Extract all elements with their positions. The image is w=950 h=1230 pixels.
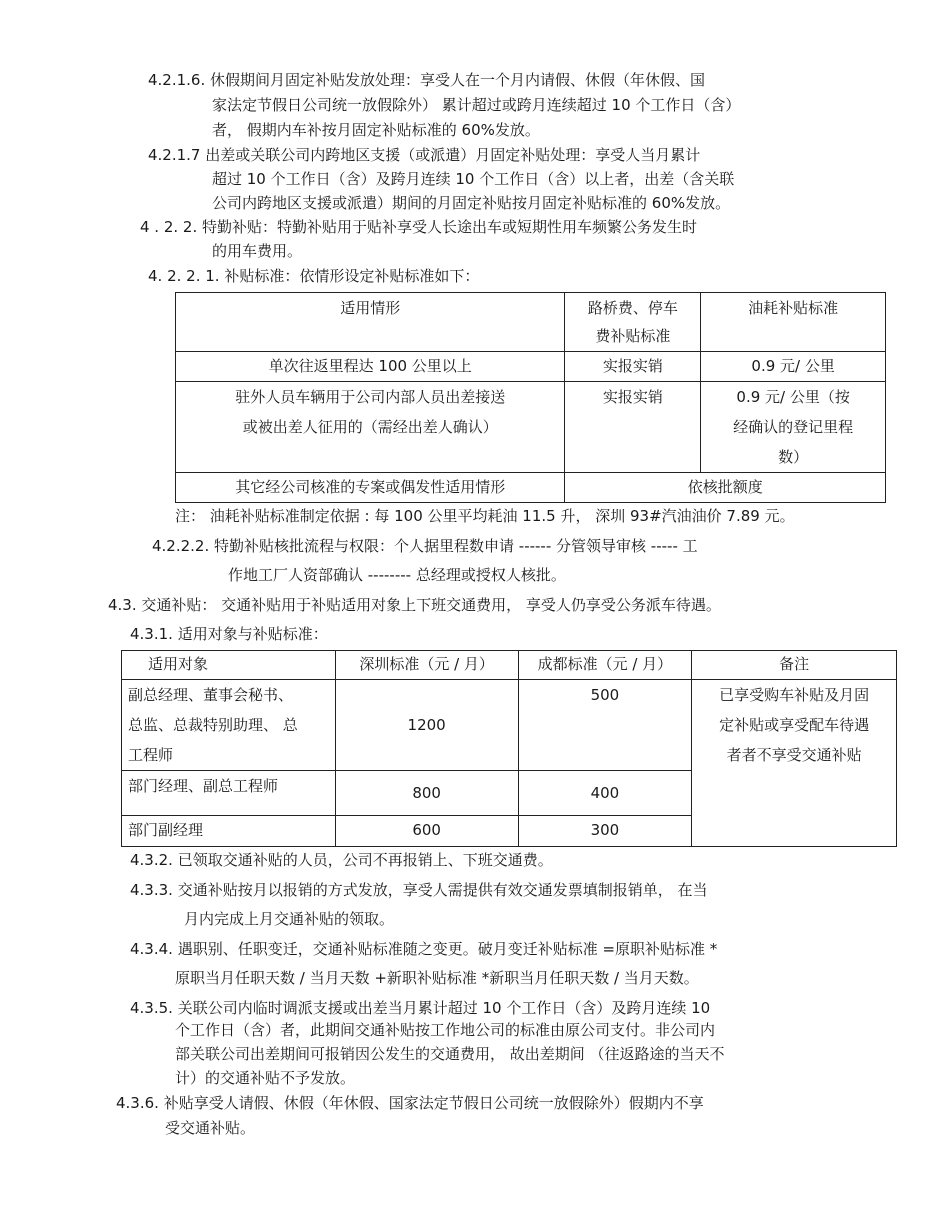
- para-4-2-1-6-line-1: 4.2.1.6. 休假期间月固定补贴发放处理：享受人在一个月内请假、休假（年休假、国: [148, 71, 706, 89]
- cell-fuel: 0.9 元/ 公里（按 经确认的登记里程 数）: [701, 382, 886, 473]
- header-chengdu: 成都标准（元 / 月）: [518, 651, 692, 680]
- table-row: [122, 680, 897, 771]
- para-4-2-2-2-line-1: 4.2.2.2. 特勤补贴核批流程与权限：个人据里程数申请 ------ 分管领导审核 ----- 工: [152, 537, 698, 555]
- subsidy-standard-table: [175, 292, 886, 503]
- para-4-3-4-line-1: 4.3.4. 遇职别、任职变迁，交通补贴标准随之变更。破月变迁补贴标准 =原职补贴标准 *: [130, 940, 718, 958]
- cell-toll-parking: 实报实销: [565, 352, 701, 382]
- cell-chengdu: 400: [518, 771, 692, 816]
- para-4-3-2: 4.3.2. 已领取交通补贴的人员，公司不再报销上、下班交通费。: [130, 851, 553, 869]
- cell-approved-amount: 依核批额度: [565, 473, 886, 503]
- header-shenzhen: 深圳标准（元 / 月）: [335, 651, 518, 680]
- para-4-2-1-6-line-2: 家法定节假日公司统一放假除外） 累计超过或跨月连续超过 10 个工作日（含）: [212, 96, 741, 114]
- table-header-row: [176, 293, 886, 352]
- table-row: [176, 473, 886, 503]
- cell-situation: 驻外人员车辆用于公司内部人员出差接送 或被出差人征用的（需经出差人确认）: [176, 382, 565, 473]
- cell-remark: 已享受购车补贴及月固 定补贴或享受配车待遇 者者不享受交通补贴: [692, 680, 897, 847]
- para-4-2-2-1-heading: 4. 2. 2. 1. 补贴标准：依情形设定补贴标准如下：: [148, 267, 480, 285]
- cell-fuel: 0.9 元/ 公里: [701, 352, 886, 382]
- para-4-3-3-line-1: 4.3.3. 交通补贴按月以报销的方式发放，享受人需提供有效交通发票填制报销单， 在当: [130, 881, 708, 899]
- table-row: [176, 352, 886, 382]
- cell-chengdu: 300: [518, 816, 692, 847]
- cell-shenzhen: 800: [335, 771, 518, 816]
- cell-chengdu: 500: [518, 680, 692, 771]
- cell-toll-parking: 实报实销: [565, 382, 701, 473]
- header-remark: 备注: [692, 651, 897, 680]
- para-4-3-5-line-1: 4.3.5. 关联公司内临时调派支援或出差当月累计超过 10 个工作日（含）及跨月连续 10: [130, 999, 711, 1017]
- para-4-2-2-2-line-2: 作地工厂人资部确认 -------- 总经理或授权人核批。: [228, 566, 566, 584]
- header-toll-parking: 路桥费、停车 费补贴标准: [565, 293, 701, 352]
- header-fuel: 油耗补贴标准: [701, 293, 886, 352]
- header-target: 适用对象: [122, 651, 336, 680]
- table-row: [176, 382, 886, 473]
- fuel-note: 注： 油耗补贴标准制定依据 : 每 100 公里平均耗油 11.5 升， 深圳 93#汽油油价 7.89 元。: [175, 507, 795, 525]
- para-4-2-2-line-1: 4 . 2. 2. 特勤补贴：特勤补贴用于贴补享受人长途出车或短期性用车频繁公务发生时: [140, 218, 698, 236]
- para-4-3-6-line-2: 受交通补贴。: [165, 1119, 256, 1137]
- para-4-3-4-line-2: 原职当月任职天数 / 当月天数 +新职补贴标准 *新职当月任职天数 / 当月天数。: [175, 969, 699, 987]
- cell-shenzhen: 1200: [335, 680, 518, 771]
- para-4-3: 4.3. 交通补贴： 交通补贴用于补贴适用对象上下班交通费用， 享受人仍享受公务派车待遇。: [108, 596, 721, 614]
- para-4-3-5-line-3: 部关联公司出差期间可报销因公发生的交通费用， 故出差期间 （往返路途的当天不: [175, 1045, 725, 1063]
- header-situation: 适用情形: [176, 293, 565, 352]
- para-4-2-1-7-line-2: 超过 10 个工作日（含）及跨月连续 10 个工作日（含）以上者，出差（含关联: [212, 170, 735, 188]
- para-4-3-6-line-1: 4.3.6. 补贴享受人请假、休假（年休假、国家法定节假日公司统一放假除外）假期内不享: [116, 1094, 704, 1112]
- para-4-3-3-line-2: 月内完成上月交通补贴的领取。: [184, 910, 395, 928]
- table-header-row: [122, 651, 897, 680]
- para-4-2-1-7-line-3: 公司内跨地区支援或派遣）期间的月固定补贴按月固定补贴标准的 60%发放。: [212, 194, 731, 212]
- cell-shenzhen: 600: [335, 816, 518, 847]
- traffic-subsidy-table: [121, 650, 897, 847]
- cell-target: 部门经理、副总工程师: [122, 771, 336, 816]
- para-4-3-5-line-4: 计）的交通补贴不予发放。: [175, 1069, 356, 1087]
- cell-target: 副总经理、董事会秘书、 总监、总裁特别助理、 总 工程师: [122, 680, 336, 771]
- para-4-2-1-6-line-3: 者， 假期内车补按月固定补贴标准的 60%发放。: [212, 121, 540, 139]
- cell-target: 部门副经理: [122, 816, 336, 847]
- cell-situation: 单次往返里程达 100 公里以上: [176, 352, 565, 382]
- para-4-3-1-heading: 4.3.1. 适用对象与补贴标准：: [130, 625, 328, 643]
- cell-situation: 其它经公司核准的专案或偶发性适用情形: [176, 473, 565, 503]
- para-4-2-1-7-line-1: 4.2.1.7 出差或关联公司内跨地区支援（或派遣）月固定补贴处理：享受人当月累计: [148, 146, 701, 164]
- para-4-3-5-line-2: 个工作日（含）者，此期间交通补贴按工作地公司的标准由原公司支付。非公司内: [175, 1021, 716, 1039]
- para-4-2-2-line-2: 的用车费用。: [212, 242, 303, 260]
